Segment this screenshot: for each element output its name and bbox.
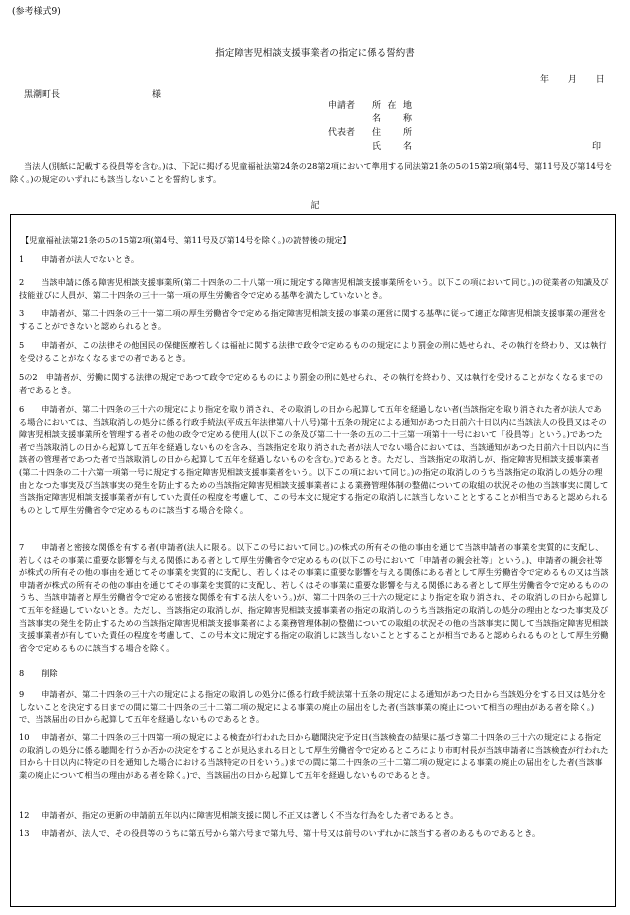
provision-item: [19, 667, 609, 680]
provision-number: 10: [19, 732, 30, 742]
provision-item: [19, 253, 609, 266]
provision-number: 5の2: [19, 372, 38, 382]
provision-text: 削除: [33, 668, 58, 678]
provision-number: 8: [19, 668, 25, 678]
provisions-box: [10, 214, 616, 907]
addressee: [24, 89, 162, 101]
provision-item: [19, 339, 609, 364]
provision-text: 申請者が、第二十四条の三十六の規定による指定の取消しの処分に係る行政手続法第十五条の規定による通知があつた日から当該処分をする日又は処分をしないことを決定する日までの間に第二十四条の三十二第二項の規定による事業の廃止の届出をした者(当該事業の廃止について相当の理由がある者を除く。)で、当該届出の日から起算して五年を経過しないものであるとき。: [19, 689, 607, 725]
addressee-name: 黒潮町長: [24, 90, 61, 100]
provision-number: 12: [19, 810, 30, 820]
provision-item: [19, 827, 609, 840]
provision-text: 申請者が、指定の更新の申請前五年以内に障害児相談支援に関し不正又は著しく不当な行為をした者であるとき。: [33, 810, 459, 820]
provisions-heading: 【児童福祉法第21条の5の15第2項(第4号、第11号及び第14号を除く。)の読替後の規定】: [21, 235, 351, 245]
address-label: 住 所: [372, 128, 412, 138]
addressee-honorific: 様: [152, 90, 162, 100]
provision-text: 当該申請に係る障害児相談支援事業所(第二十四条の二十八第一項に規定する障害児相談支援事業所をいう。以下この項において同じ。)の従業者の知識及び技能並びに人員が、第二十四条の三十一第一項の厚生労働省令で定める基準を満たしていないとき。: [19, 277, 609, 300]
date-month: 月: [567, 75, 577, 85]
provision-item: [19, 307, 609, 332]
provision-item: [19, 541, 609, 654]
provision-text: 申請者が、法人で、その役員等のうちに第五号から第六号まで第九号、第十号又は前号のいずれかに該当する者のあるものであるとき。: [33, 828, 541, 838]
provision-text: 申請者が法人でないとき。: [33, 254, 140, 264]
representative-name-row: [328, 141, 412, 153]
provision-text: 申請者が、労働に関する法律の規定であつて政令で定めるものにより罰金の刑に処せられ、その執行を終わり、又は執行を受けることがなくなるまでの者であるとき。: [19, 372, 604, 395]
representative-label: 代表者: [328, 128, 356, 138]
provision-item: [19, 403, 609, 516]
provision-item: [19, 371, 609, 396]
provision-text: 申請者が、第二十四条の三十六の規定により指定を取り消され、その取消しの日から起算して五年を経過しない者(当該指定を取り消された者が法人である場合においては、当該取消しの処分に係る行政手続法(平成五年法律第八十八号)第十五条の規定による通知があつた日前六十日以内に当該法人の役員又はその障害児相談支援事業所を管理する者その他の政令で定める使用人(以下この条及び第二十一条の五の二十三第一項第十一号において「役員等」という。)であつた者で当該取消しの日から起算して五年を経過しないものを含み、当該指定を取り消された者が法人でない場合においては、当該通知があつた日前六十日以内に当該者の管理者であつた者で当該取消しの日から起算して五年を経過しないものを含む。)であるとき。ただし、当該指定の取消しが、指定障害児相談支援事業者(第二十四条の二十六第一項第一号に規定する指定障害児相談支援事業者をいう。以下この項において同じ。)の指定の取消しのうち当該指定の取消しの処分の理由となつた事実及び当該事実の発生を防止するための当該指定障害児相談支援事業者による業務管理体制の整備についての取組の状況その他の当該事実に関して当該指定障害児相談支援事業者が有していた責任の程度を考慮して、この号本文に規定する指定の取消しに該当しないこととすることが相当であると認められるものとして厚生労働省令で定めるものに該当する場合を除く。: [19, 404, 609, 515]
provision-number: 6: [19, 404, 25, 414]
applicant-label: 申請者: [328, 101, 356, 111]
provision-text: 申請者が、第二十四条の三十四第一項の規定による検査が行われた日から聴聞決定予定日(当該検査の結果に基づき第二十四条の三十六の規定による指定の取消しの処分に係る聴聞を行うか否かの決定をすることが見込まれる日として厚生労働省令で定めるところにより市町村長が当該申請者に当該検査が行われた日から十日以内に特定の日を通知した場合における当該特定の日をいう。)までの間に第二十四条の三十二第二項の規定による事業の廃止の届出をした者(当該事業の廃止について相当の理由がある者を除く。)で、当該届出の日から起算して五年を経過しないものであるとき。: [19, 732, 609, 780]
provision-number: 13: [19, 828, 30, 838]
ki-label: 記: [310, 201, 320, 211]
location-label: 所在地: [372, 101, 412, 111]
provision-item: [19, 809, 609, 822]
applicant-name-row: [328, 113, 412, 125]
provision-number: 5: [19, 340, 25, 350]
date-line: [540, 74, 605, 86]
provision-item: [19, 731, 609, 781]
provision-text: 申請者が、この法律その他国民の保健医療若しくは福祉に関する法律で政令で定めるものの規定により罰金の刑に処せられ、その執行を終わり、又は執行を受けることがなくなるまでの者であるとき。: [19, 340, 607, 363]
name-label: 名 称: [372, 114, 412, 124]
provision-item: [19, 688, 609, 726]
provision-number: 7: [19, 542, 25, 552]
reference-label: (参考様式9): [12, 7, 61, 17]
provision-item: [19, 276, 609, 301]
provision-number: 2: [19, 277, 25, 287]
date-year: 年: [540, 75, 550, 85]
seal-mark: 印: [592, 142, 602, 152]
provision-text: 申請者と密接な関係を有する者(申請者(法人に限る。以下この号において同じ。)の株式の所有その他の事由を通じて当該申請者の事業を実質的に支配し、若しくはその事業に重要な影響を与える関係にある者として厚生労働省令で定めるもの(以下この号において「申請者の親会社等」という。)、申請者の親会社等が株式の所有その他の事由を通じてその事業を実質的に支配し、若しくはその事業に重要な影響を与える関係にある者として厚生労働省令で定めるもの又は当該申請者が株式の所有その他の事由を通じてその事業を実質的に支配し、若しくはその事業に重要な影響を与える関係にある者として厚生労働省令で定めるもののうち、当該申請者と厚生労働省令で定める密接な関係を有する法人をいう。)が、第二十四条の三十六の規定により指定を取り消され、その取消しの日から起算して五年を経過していないとき。ただし、当該指定の取消しが、指定障害児相談支援事業者の指定の取消しのうち当該指定の取消しの処分の理由となつた事実及び当該事実の発生を防止するための当該指定障害児相談支援事業者による業務管理体制の整備についての取組の状況その他の当該事実に関して当該指定障害児相談支援事業者が有していた責任の程度を考慮して、この号本文に規定する指定の取消しに該当しないこととすることが相当であると認められるものとして厚生労働省令で定めるものに該当する場合を除く。: [19, 542, 609, 653]
provision-number: 1: [19, 254, 25, 264]
applicant-location-row: [328, 100, 412, 112]
representative-address-row: [328, 127, 412, 139]
provision-number: 3: [19, 308, 25, 318]
person-name-label: 氏 名: [372, 142, 412, 152]
date-day: 日: [595, 75, 605, 85]
pledge-intro: 当法人(別紙に記載する役員等を含む。)は、下記に掲げる児童福祉法第24条の28第2項において準用する同法第21条の5の15第2項(第4号、第11号及び第14号を除く。)の規定のいずれにも該当しないことを誓約します。: [10, 161, 613, 184]
provision-text: 申請者が、第二十四条の三十一第二項の厚生労働省令で定める指定障害児相談支援の事業の運営に関する基準に従って適正な障害児相談支援事業の運営をすることができないと認められるとき。: [19, 308, 607, 331]
provision-number: 9: [19, 689, 25, 699]
document-title: 指定障害児相談支援事業者の指定に係る誓約書: [215, 48, 415, 59]
